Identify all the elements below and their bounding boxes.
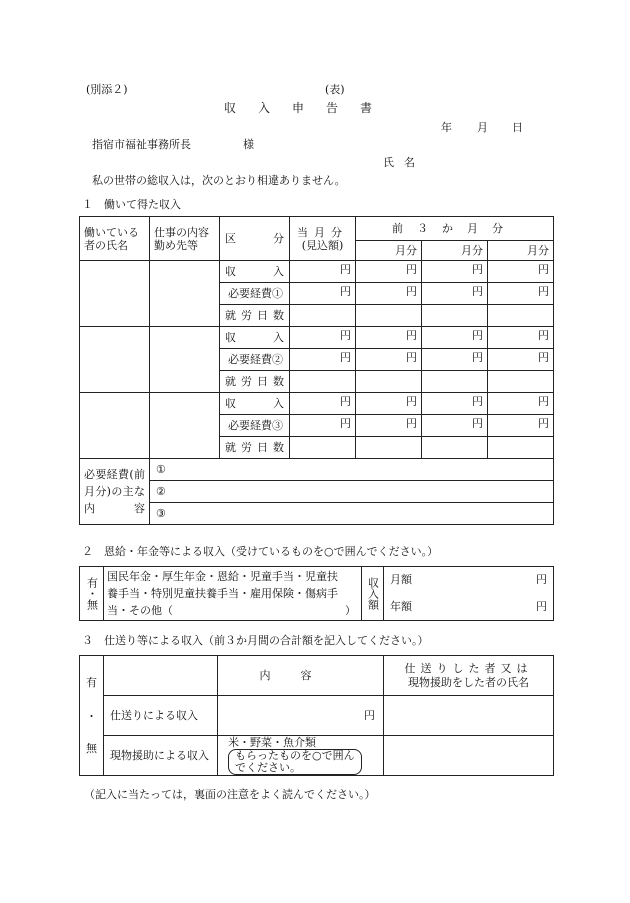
- remittance-sender-cell[interactable]: [384, 696, 554, 736]
- col-current-month: [290, 217, 356, 261]
- workdays-cell[interactable]: [422, 305, 488, 327]
- amount-cell[interactable]: 円: [356, 261, 422, 283]
- amount-cell[interactable]: 円: [488, 393, 554, 415]
- form-id: (別添２): [86, 83, 128, 96]
- col-prev-three-months: 前３か月分: [356, 217, 554, 241]
- remittance-amount-cell[interactable]: 円: [218, 696, 384, 736]
- workdays-cell[interactable]: [290, 437, 356, 459]
- amount-cell[interactable]: 円: [488, 261, 554, 283]
- workdays-cell[interactable]: [488, 305, 554, 327]
- inkind-sender-cell[interactable]: [384, 736, 554, 776]
- section1-title: １ 働いて得た収入: [82, 198, 181, 211]
- expense-detail-2[interactable]: ②: [150, 481, 554, 503]
- income-amount-label: [362, 567, 384, 621]
- prev-month-3: 月分: [488, 241, 554, 261]
- amount-cell[interactable]: 円: [356, 349, 422, 371]
- table-row: [80, 393, 554, 415]
- pension-yes-no-text: 有・無: [85, 577, 99, 610]
- inkind-note-line2: でください。: [235, 761, 301, 774]
- annual-label: 年額: [390, 599, 412, 613]
- amount-cell[interactable]: 円: [422, 415, 488, 437]
- pension-types[interactable]: [104, 567, 362, 621]
- amount-cell[interactable]: 円: [488, 327, 554, 349]
- remittance-header-blank: [104, 656, 218, 696]
- monthly-label: 月額: [390, 573, 412, 586]
- earned-income-table: [79, 216, 554, 525]
- name-label: 氏名: [383, 156, 425, 169]
- amount-cell[interactable]: 円: [488, 283, 554, 305]
- job-detail-cell[interactable]: [150, 261, 220, 327]
- annual-amount-cell[interactable]: [384, 594, 554, 621]
- workdays-cell[interactable]: [422, 437, 488, 459]
- job-detail-cell[interactable]: [150, 327, 220, 393]
- col-current-month-label: 当月分: [297, 225, 348, 239]
- amount-cell[interactable]: 円: [422, 393, 488, 415]
- col-content: 内容: [218, 656, 384, 696]
- monthly-yen: 円: [536, 573, 547, 586]
- row-label-inkind: 現物援助による収入: [104, 736, 218, 776]
- expense-detail-3[interactable]: ③: [150, 503, 554, 525]
- amount-cell[interactable]: 円: [422, 349, 488, 371]
- amount-cell[interactable]: 円: [488, 349, 554, 371]
- remittance-income-table: [79, 655, 554, 776]
- row-label-remittance: 仕送りによる収入: [104, 696, 218, 736]
- row-label-workdays: 就労日数: [220, 305, 290, 327]
- inkind-note: [228, 749, 362, 775]
- amount-cell[interactable]: 円: [290, 327, 356, 349]
- inkind-note-line1: もらったものを○で囲ん: [235, 749, 355, 762]
- amount-cell[interactable]: 円: [356, 393, 422, 415]
- workdays-cell[interactable]: [422, 371, 488, 393]
- pension-types-close: ）: [345, 604, 356, 617]
- remittance-no: 無: [86, 742, 97, 755]
- month-label: 月: [477, 121, 488, 134]
- amount-cell[interactable]: 円: [290, 261, 356, 283]
- honorific: 様: [243, 138, 254, 151]
- prev-month-2: 月分: [422, 241, 488, 261]
- row-label-workdays: 就労日数: [220, 437, 290, 459]
- amount-cell[interactable]: 円: [422, 261, 488, 283]
- remittance-dot: ・: [86, 710, 97, 723]
- amount-cell[interactable]: 円: [422, 283, 488, 305]
- declaration-text: 私の世帯の総収入は，次のとおり相違ありません。: [92, 174, 346, 187]
- col-sender: [384, 656, 554, 696]
- col-category: 区分: [220, 217, 290, 261]
- amount-cell[interactable]: 円: [422, 327, 488, 349]
- amount-cell[interactable]: 円: [356, 415, 422, 437]
- day-label: 日: [512, 121, 523, 134]
- col-current-month-sub: (見込額): [301, 238, 344, 252]
- workdays-cell[interactable]: [488, 371, 554, 393]
- income-amount-label-text: 収入額: [366, 577, 380, 610]
- row-label-expense: 必要経費①: [220, 283, 290, 305]
- inkind-content-cell[interactable]: [218, 736, 384, 776]
- pension-yes-no[interactable]: [80, 567, 104, 621]
- remittance-yes: 有: [86, 676, 97, 689]
- side-label: (表): [325, 83, 345, 96]
- amount-cell[interactable]: 円: [290, 283, 356, 305]
- remittance-yes-no[interactable]: [80, 656, 104, 776]
- section3-title: ３ 仕送り等による収入（前３か月間の合計額を記入してください。）: [82, 634, 429, 647]
- annual-yen: 円: [536, 599, 547, 613]
- col-sender-line1: 仕送りした者又は: [404, 661, 533, 675]
- table-row: [80, 261, 554, 283]
- page-title: 収入申告書: [224, 101, 395, 115]
- row-label-income: 収入: [220, 261, 290, 283]
- pension-types-other: 当・その他（: [107, 604, 173, 617]
- addressee: 指宿市福祉事務所長: [92, 138, 191, 151]
- workdays-cell[interactable]: [356, 305, 422, 327]
- pension-types-line3: [107, 602, 358, 619]
- job-detail-cell[interactable]: [150, 393, 220, 459]
- workdays-cell[interactable]: [290, 305, 356, 327]
- worker-name-cell[interactable]: [80, 261, 150, 327]
- worker-name-cell[interactable]: [80, 327, 150, 393]
- row-label-income: 収入: [220, 393, 290, 415]
- expense-detail-label: 必要経費(前月分)の主な内容: [80, 459, 150, 525]
- row-label-expense: 必要経費③: [220, 415, 290, 437]
- section2-title: ２ 恩給・年金等による収入（受けているものを○で囲んでください。）: [82, 545, 439, 558]
- workdays-cell[interactable]: [488, 437, 554, 459]
- col-sender-line2: 現物援助をした者の氏名: [408, 675, 529, 689]
- pension-income-table: [79, 566, 554, 621]
- amount-cell[interactable]: 円: [290, 349, 356, 371]
- col-job-detail: 仕事の内容勤め先等: [150, 217, 220, 261]
- pension-types-line2: 養手当・特別児童扶養手当・雇用保険・傷病手: [107, 587, 338, 600]
- row-label-expense: 必要経費②: [220, 349, 290, 371]
- amount-cell[interactable]: 円: [356, 283, 422, 305]
- row-label-workdays: 就労日数: [220, 371, 290, 393]
- prev-month-1: 月分: [356, 241, 422, 261]
- amount-cell[interactable]: 円: [290, 415, 356, 437]
- workdays-cell[interactable]: [356, 371, 422, 393]
- workdays-cell[interactable]: [290, 371, 356, 393]
- monthly-amount-cell[interactable]: [384, 567, 554, 594]
- col-worker-name: 働いている者の氏名: [80, 217, 150, 261]
- amount-cell[interactable]: 円: [356, 327, 422, 349]
- pension-types-line1: 国民年金・厚生年金・恩給・児童手当・児童扶: [107, 570, 338, 583]
- year-label: 年: [441, 121, 452, 134]
- amount-cell[interactable]: 円: [488, 415, 554, 437]
- workdays-cell[interactable]: [356, 437, 422, 459]
- table-row: [80, 327, 554, 349]
- footer-note: （記入に当たっては，裏面の注意をよく読んでください。）: [84, 788, 376, 801]
- expense-detail-1[interactable]: ①: [150, 459, 554, 481]
- amount-cell[interactable]: 円: [290, 393, 356, 415]
- row-label-income: 収入: [220, 327, 290, 349]
- inkind-items: 米・野菜・魚介類: [228, 736, 316, 749]
- worker-name-cell[interactable]: [80, 393, 150, 459]
